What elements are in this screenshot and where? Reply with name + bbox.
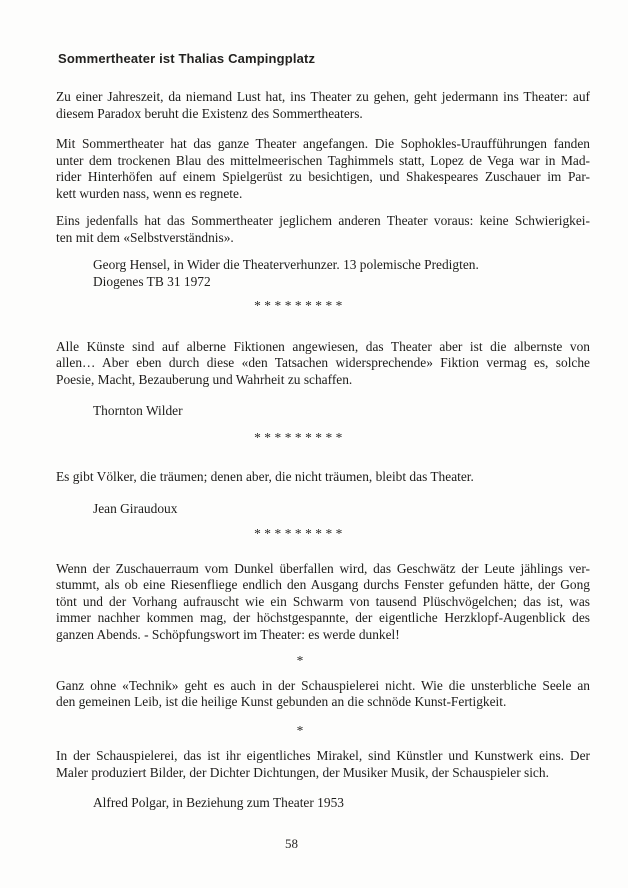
text-line: Wenn der Zuschauerraum vom Dunkel überfallen wird, das Geschwätz der Leute jählings ver- — [56, 560, 590, 576]
text-line: ganzen Abends. - Schöpfungswort im Theater: es werde dunkel! — [56, 626, 400, 642]
text-line: Es gibt Völker, die träumen; denen aber, die nicht träumen, bleibt das Theater. — [56, 469, 474, 484]
text-line: Diogenes TB 31 1972 — [93, 273, 211, 289]
page-number: 58 — [285, 836, 298, 851]
text-line: diesem Paradox beruht die Existenz des Sommertheaters. — [56, 105, 363, 121]
text-line: rider Hinterhöfen auf einem Spielgerüst zu besichtigen, und Shakespeares Zuschauer im Par- — [56, 169, 590, 184]
asterisk-separator: ********* — [254, 298, 346, 313]
attribution — [56, 403, 590, 420]
asterisk-separator: * — [296, 722, 304, 738]
text-line: ten mit dem «Selbstverständnis». — [56, 229, 234, 245]
text-line: Eins jedenfalls hat das Sommertheater jeglichem anderen Theater voraus: keine Schwierigkei- — [56, 213, 590, 228]
text-column — [56, 0, 590, 812]
text-line: Ganz ohne «Technik» geht es auch in der Schauspielerei nicht. Wie die unsterbliche Seele an — [56, 677, 590, 693]
text-line: Poesie, Macht, Bezauberung und Wahrheit zu schaffen. — [56, 371, 353, 387]
text-line: Thornton Wilder — [93, 403, 183, 418]
attribution — [56, 501, 590, 518]
text-line: tönt und der Vorhang aufrauscht wie ein Schwarm von tausend Plüschvögelchen; das ist, was — [56, 593, 590, 609]
text-line: unter dem trockenen Blau des mittelmeerischen Taghimmels statt, Lopez de Vega war in Mad- — [56, 152, 590, 168]
paragraph — [56, 89, 590, 122]
paragraph — [56, 136, 590, 202]
text-line: allen… Aber eben durch diese «den Tatsachen widersprechende» Fiktion vermag es, solche — [56, 355, 590, 370]
paragraph — [56, 339, 590, 389]
text-line: den gemeinen Leib, ist die heilige Kunst gebunden an die schnöde Kunst-Fertigkeit. — [56, 694, 507, 709]
text-line: immer nachher kommen mag, der höchstgespannte, der eigentliche Herzklopf-Augenblick des — [56, 610, 590, 625]
attribution — [56, 795, 590, 812]
paragraph — [56, 561, 590, 644]
paragraph — [56, 213, 590, 246]
text-line: kett wurden nass, wenn es regnete. — [56, 185, 243, 201]
text-line: Jean Giraudoux — [93, 500, 178, 516]
text-line: Alfred Polgar, in Beziehung zum Theater 1953 — [93, 795, 344, 810]
text-line: stummt, als ob eine Riesenfliege endlich den Ausgang durchs Fenster gefunden hätte, der Gong — [56, 577, 590, 592]
paragraph — [56, 678, 590, 711]
text-line: Maler produziert Bilder, der Dichter Dichtungen, der Musiker Musik, der Schauspieler sich. — [56, 764, 549, 780]
text-line: Zu einer Jahreszeit, da niemand Lust hat, ins Theater zu gehen, geht jedermann ins Theater: auf — [56, 89, 590, 104]
asterisk-separator: * — [296, 653, 304, 668]
asterisk-separator: ********* — [254, 429, 346, 445]
text-line: Alle Künste sind auf alberne Fiktionen angewiesen, das Theater aber ist die albernste von — [56, 338, 590, 354]
text-line: In der Schauspielerei, das ist ihr eigentliches Mirakel, sind Künstler und Kunstwerk eins. Der — [56, 748, 590, 763]
asterisk-separator: ********* — [254, 526, 346, 541]
text-line: Mit Sommertheater hat das ganze Theater angefangen. Die Sophokles-Uraufführungen fanden — [56, 136, 590, 151]
paragraph — [56, 748, 590, 781]
attribution — [56, 257, 590, 290]
text-line: Georg Hensel, in Wider die Theaterverhunzer. 13 polemische Predigten. — [93, 257, 479, 272]
document-title: Sommertheater ist Thalias Campingplatz — [58, 51, 316, 66]
paragraph — [56, 469, 590, 486]
